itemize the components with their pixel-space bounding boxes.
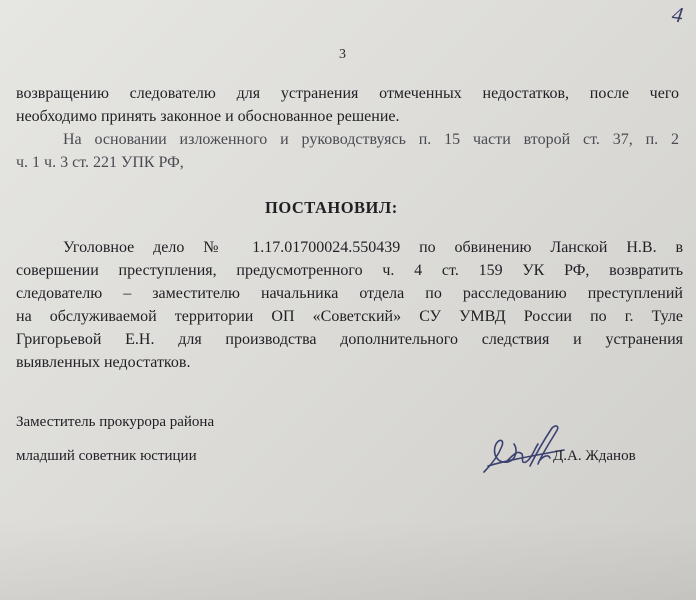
handwritten-sheet-number: 4 [670,1,685,28]
decision-line-4: на обслуживаемой территории ОП «Советский» СУ УМВД России по г. Туле [16,308,683,325]
paragraph-1-line-2: необходимо принять законное и обоснованное решение. [16,108,400,125]
decision-line-5: Григорьевой Е.Н. для производства дополнительного следствия и устранения [16,331,683,348]
page-number: 3 [339,47,346,62]
signatory-name: Д.А. Жданов [553,448,636,464]
decision-line-3: следователю – заместителю начальника отдела по расследованию преступлений [16,285,683,302]
paragraph-2-line-2: ч. 1 ч. 3 ст. 221 УПК РФ, [16,154,184,171]
paragraph-1-line-1: возвращению следователю для устранения отмеченных недостатков, после чего [16,85,679,102]
signatory-position: Заместитель прокурора района [16,414,215,430]
decision-line-2: совершении преступления, предусмотренного ч. 4 ст. 159 УК РФ, возвратить [16,262,683,279]
signatory-rank: младший советник юстиции [16,448,197,464]
paragraph-2-line-1: На основании изложенного и руководствуясь п. 15 части второй ст. 37, п. 2 [63,131,679,148]
decision-line-6: выявленных недостатков. [16,354,191,371]
paper-shadow [0,520,696,600]
decision-line-1: Уголовное дело № 1.17.01700024.550439 по обвинению Ланской Н.В. в [63,239,683,256]
decision-heading: ПОСТАНОВИЛ: [265,198,398,217]
